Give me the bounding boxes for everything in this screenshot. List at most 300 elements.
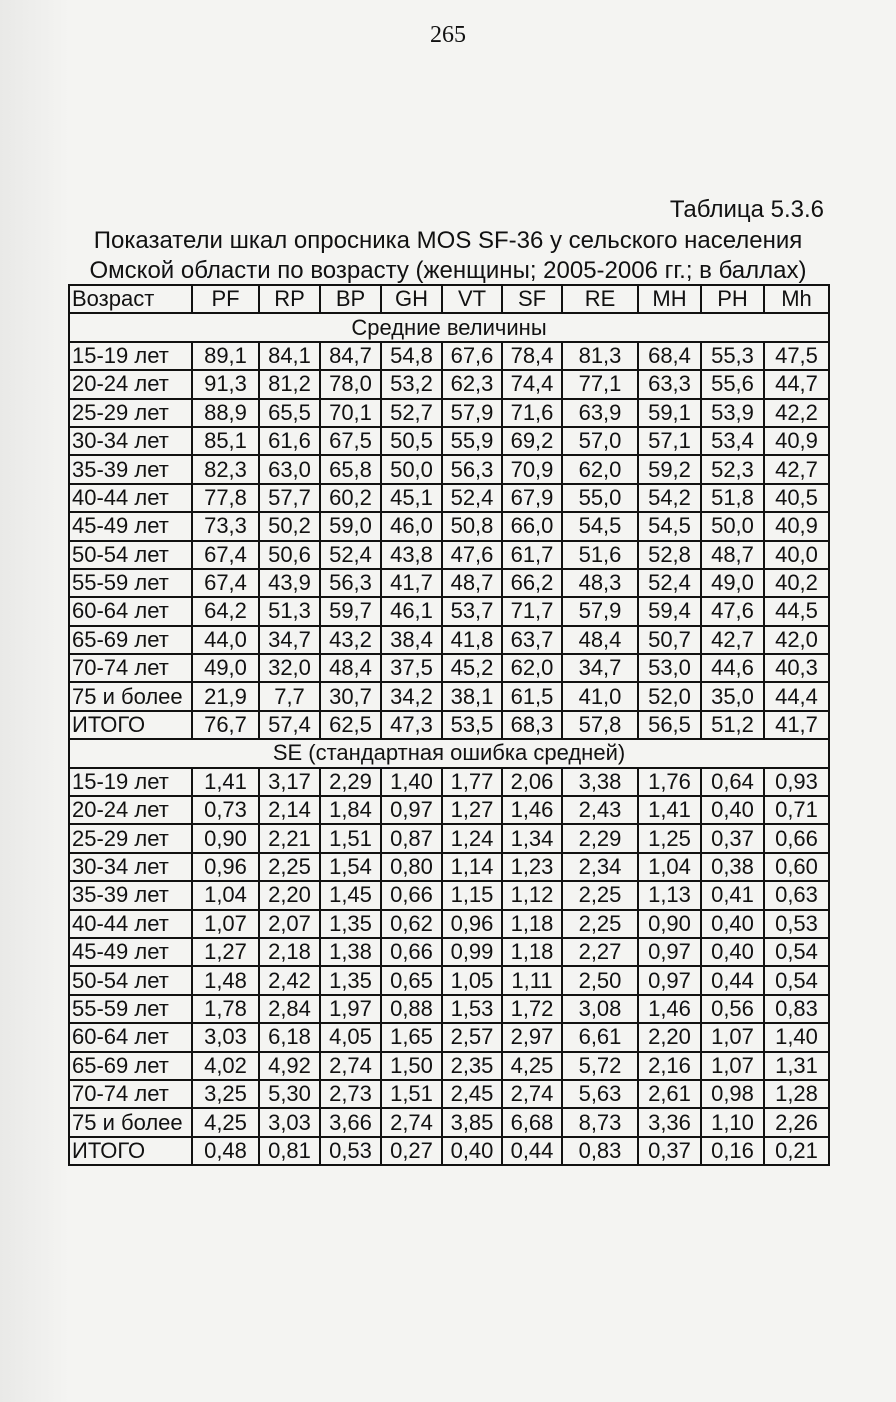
value-cell: 88,9 (192, 399, 259, 427)
value-cell: 2,29 (320, 768, 381, 796)
table-row (69, 881, 829, 909)
page-number: 265 (430, 22, 466, 48)
value-cell: 0,37 (638, 1137, 701, 1165)
age-group-cell: 20-24 лет (69, 370, 192, 398)
value-cell: 57,4 (259, 711, 320, 739)
value-cell: 43,8 (381, 541, 442, 569)
value-cell: 0,40 (701, 910, 764, 938)
value-cell: 71,6 (502, 399, 562, 427)
value-cell: 1,46 (502, 796, 562, 824)
value-cell: 1,25 (638, 824, 701, 852)
value-cell: 67,9 (502, 484, 562, 512)
column-header-ph: PH (701, 285, 764, 313)
age-group-cell: 60-64 лет (69, 1023, 192, 1051)
value-cell: 77,1 (562, 370, 638, 398)
value-cell: 50,0 (381, 455, 442, 483)
value-cell: 3,38 (562, 768, 638, 796)
value-cell: 1,12 (502, 881, 562, 909)
value-cell: 89,1 (192, 342, 259, 370)
value-cell: 4,05 (320, 1023, 381, 1051)
value-cell: 1,15 (442, 881, 502, 909)
section-title: SE (стандартная ошибка средней) (69, 739, 829, 767)
table-row (69, 995, 829, 1023)
value-cell: 81,2 (259, 370, 320, 398)
value-cell: 52,7 (381, 399, 442, 427)
value-cell: 2,84 (259, 995, 320, 1023)
age-group-cell: 65-69 лет (69, 626, 192, 654)
value-cell: 0,66 (381, 881, 442, 909)
value-cell: 1,18 (502, 910, 562, 938)
value-cell: 38,1 (442, 682, 502, 710)
age-group-cell: 25-29 лет (69, 824, 192, 852)
age-group-cell: 75 и более (69, 1108, 192, 1136)
value-cell: 68,3 (502, 711, 562, 739)
value-cell: 1,07 (192, 910, 259, 938)
value-cell: 1,24 (442, 824, 502, 852)
value-cell: 42,7 (764, 455, 829, 483)
value-cell: 46,0 (381, 512, 442, 540)
value-cell: 46,1 (381, 597, 442, 625)
value-cell: 52,4 (638, 569, 701, 597)
value-cell: 51,8 (701, 484, 764, 512)
value-cell: 48,7 (442, 569, 502, 597)
value-cell: 21,9 (192, 682, 259, 710)
column-header-re: RE (562, 285, 638, 313)
age-group-cell: ИТОГО (69, 1137, 192, 1165)
value-cell: 2,16 (638, 1052, 701, 1080)
value-cell: 1,53 (442, 995, 502, 1023)
value-cell: 0,48 (192, 1137, 259, 1165)
section-title: Средние величины (69, 313, 829, 341)
value-cell: 1,04 (192, 881, 259, 909)
table-label: Таблица 5.3.6 (669, 196, 824, 223)
value-cell: 50,6 (259, 541, 320, 569)
value-cell: 0,54 (764, 966, 829, 994)
value-cell: 0,41 (701, 881, 764, 909)
table-row (69, 1080, 829, 1108)
value-cell: 1,07 (701, 1052, 764, 1080)
table-row (69, 824, 829, 852)
value-cell: 0,54 (764, 938, 829, 966)
age-group-cell: 65-69 лет (69, 1052, 192, 1080)
value-cell: 62,0 (502, 654, 562, 682)
page-shadow (0, 0, 70, 1402)
value-cell: 66,2 (502, 569, 562, 597)
value-cell: 57,1 (638, 427, 701, 455)
value-cell: 82,3 (192, 455, 259, 483)
value-cell: 0,96 (442, 910, 502, 938)
value-cell: 1,77 (442, 768, 502, 796)
value-cell: 0,63 (764, 881, 829, 909)
value-cell: 44,4 (764, 682, 829, 710)
value-cell: 56,3 (320, 569, 381, 597)
table-row (69, 966, 829, 994)
value-cell: 1,10 (701, 1108, 764, 1136)
value-cell: 32,0 (259, 654, 320, 682)
table-row (69, 455, 829, 483)
table-row (69, 626, 829, 654)
age-group-cell: 35-39 лет (69, 881, 192, 909)
age-group-cell: 45-49 лет (69, 512, 192, 540)
value-cell: 53,4 (701, 427, 764, 455)
value-cell: 0,53 (320, 1137, 381, 1165)
value-cell: 0,27 (381, 1137, 442, 1165)
value-cell: 35,0 (701, 682, 764, 710)
value-cell: 52,0 (638, 682, 701, 710)
value-cell: 38,4 (381, 626, 442, 654)
value-cell: 1,31 (764, 1052, 829, 1080)
value-cell: 54,8 (381, 342, 442, 370)
table-row (69, 711, 829, 739)
value-cell: 42,7 (701, 626, 764, 654)
value-cell: 1,41 (192, 768, 259, 796)
value-cell: 66,0 (502, 512, 562, 540)
value-cell: 2,73 (320, 1080, 381, 1108)
age-group-cell: 40-44 лет (69, 484, 192, 512)
value-cell: 1,72 (502, 995, 562, 1023)
age-group-cell: 25-29 лет (69, 399, 192, 427)
age-group-cell: 30-34 лет (69, 853, 192, 881)
value-cell: 4,02 (192, 1052, 259, 1080)
caption-line-1: Показатели шкал опросника MOS SF-36 у сельского населения (93, 227, 803, 254)
value-cell: 6,18 (259, 1023, 320, 1051)
value-cell: 1,14 (442, 853, 502, 881)
value-cell: 85,1 (192, 427, 259, 455)
value-cell: 0,60 (764, 853, 829, 881)
value-cell: 47,5 (764, 342, 829, 370)
value-cell: 1,05 (442, 966, 502, 994)
value-cell: 2,27 (562, 938, 638, 966)
value-cell: 7,7 (259, 682, 320, 710)
value-cell: 5,63 (562, 1080, 638, 1108)
age-group-cell: 30-34 лет (69, 427, 192, 455)
value-cell: 34,2 (381, 682, 442, 710)
table-row (69, 1023, 829, 1051)
column-header-rp: RP (259, 285, 320, 313)
value-cell: 50,8 (442, 512, 502, 540)
value-cell: 2,50 (562, 966, 638, 994)
age-group-cell: 75 и более (69, 682, 192, 710)
value-cell: 5,72 (562, 1052, 638, 1080)
value-cell: 0,96 (192, 853, 259, 881)
value-cell: 1,48 (192, 966, 259, 994)
value-cell: 0,99 (442, 938, 502, 966)
age-group-cell: 20-24 лет (69, 796, 192, 824)
value-cell: 62,0 (562, 455, 638, 483)
value-cell: 57,7 (259, 484, 320, 512)
value-cell: 2,61 (638, 1080, 701, 1108)
table-row (69, 484, 829, 512)
value-cell: 0,97 (638, 966, 701, 994)
value-cell: 1,27 (192, 938, 259, 966)
value-cell: 55,0 (562, 484, 638, 512)
value-cell: 0,90 (192, 824, 259, 852)
value-cell: 54,2 (638, 484, 701, 512)
age-group-cell: 15-19 лет (69, 768, 192, 796)
value-cell: 41,7 (764, 711, 829, 739)
value-cell: 40,9 (764, 427, 829, 455)
value-cell: 5,30 (259, 1080, 320, 1108)
value-cell: 65,8 (320, 455, 381, 483)
value-cell: 2,07 (259, 910, 320, 938)
value-cell: 1,18 (502, 938, 562, 966)
value-cell: 53,5 (442, 711, 502, 739)
value-cell: 1,23 (502, 853, 562, 881)
value-cell: 6,61 (562, 1023, 638, 1051)
value-cell: 6,68 (502, 1108, 562, 1136)
column-header-gh: GH (381, 285, 442, 313)
value-cell: 78,0 (320, 370, 381, 398)
value-cell: 0,40 (701, 796, 764, 824)
value-cell: 55,6 (701, 370, 764, 398)
value-cell: 47,6 (442, 541, 502, 569)
value-cell: 59,0 (320, 512, 381, 540)
value-cell: 0,64 (701, 768, 764, 796)
value-cell: 40,3 (764, 654, 829, 682)
table-row (69, 853, 829, 881)
table-body (69, 313, 829, 1165)
value-cell: 0,62 (381, 910, 442, 938)
table-row (69, 342, 829, 370)
value-cell: 91,3 (192, 370, 259, 398)
table-row (69, 682, 829, 710)
value-cell: 53,2 (381, 370, 442, 398)
value-cell: 63,3 (638, 370, 701, 398)
value-cell: 2,42 (259, 966, 320, 994)
value-cell: 0,98 (701, 1080, 764, 1108)
value-cell: 34,7 (259, 626, 320, 654)
value-cell: 0,44 (502, 1137, 562, 1165)
value-cell: 67,4 (192, 569, 259, 597)
value-cell: 1,27 (442, 796, 502, 824)
age-group-cell: 40-44 лет (69, 910, 192, 938)
value-cell: 40,5 (764, 484, 829, 512)
value-cell: 67,5 (320, 427, 381, 455)
value-cell: 0,80 (381, 853, 442, 881)
value-cell: 0,53 (764, 910, 829, 938)
value-cell: 1,54 (320, 853, 381, 881)
value-cell: 1,51 (320, 824, 381, 852)
value-cell: 62,5 (320, 711, 381, 739)
value-cell: 52,4 (442, 484, 502, 512)
value-cell: 45,1 (381, 484, 442, 512)
value-cell: 77,8 (192, 484, 259, 512)
value-cell: 56,3 (442, 455, 502, 483)
value-cell: 1,04 (638, 853, 701, 881)
table-row (69, 512, 829, 540)
age-group-cell: 50-54 лет (69, 966, 192, 994)
value-cell: 57,0 (562, 427, 638, 455)
table-row (69, 597, 829, 625)
table-row (69, 768, 829, 796)
value-cell: 0,44 (701, 966, 764, 994)
value-cell: 64,2 (192, 597, 259, 625)
table-row (69, 796, 829, 824)
value-cell: 3,85 (442, 1108, 502, 1136)
value-cell: 2,18 (259, 938, 320, 966)
table-caption (68, 226, 828, 286)
value-cell: 48,7 (701, 541, 764, 569)
value-cell: 1,40 (381, 768, 442, 796)
value-cell: 48,4 (320, 654, 381, 682)
value-cell: 2,25 (259, 853, 320, 881)
value-cell: 48,4 (562, 626, 638, 654)
value-cell: 76,7 (192, 711, 259, 739)
value-cell: 1,38 (320, 938, 381, 966)
value-cell: 59,1 (638, 399, 701, 427)
value-cell: 65,5 (259, 399, 320, 427)
value-cell: 0,56 (701, 995, 764, 1023)
value-cell: 47,3 (381, 711, 442, 739)
value-cell: 3,25 (192, 1080, 259, 1108)
value-cell: 41,8 (442, 626, 502, 654)
value-cell: 3,03 (192, 1023, 259, 1051)
age-group-cell: 70-74 лет (69, 1080, 192, 1108)
value-cell: 51,6 (562, 541, 638, 569)
age-group-cell: 55-59 лет (69, 569, 192, 597)
value-cell: 30,7 (320, 682, 381, 710)
value-cell: 43,9 (259, 569, 320, 597)
value-cell: 0,97 (638, 938, 701, 966)
value-cell: 1,46 (638, 995, 701, 1023)
value-cell: 0,73 (192, 796, 259, 824)
table-row (69, 1108, 829, 1136)
value-cell: 81,3 (562, 342, 638, 370)
value-cell: 1,40 (764, 1023, 829, 1051)
value-cell: 73,3 (192, 512, 259, 540)
column-header-bp: BP (320, 285, 381, 313)
value-cell: 1,51 (381, 1080, 442, 1108)
value-cell: 44,5 (764, 597, 829, 625)
column-header-mh: MH (638, 285, 701, 313)
value-cell: 50,2 (259, 512, 320, 540)
value-cell: 2,45 (442, 1080, 502, 1108)
value-cell: 68,4 (638, 342, 701, 370)
table-row (69, 541, 829, 569)
value-cell: 51,3 (259, 597, 320, 625)
value-cell: 43,2 (320, 626, 381, 654)
value-cell: 1,65 (381, 1023, 442, 1051)
value-cell: 42,0 (764, 626, 829, 654)
value-cell: 0,16 (701, 1137, 764, 1165)
column-header-pf: PF (192, 285, 259, 313)
value-cell: 70,9 (502, 455, 562, 483)
value-cell: 3,36 (638, 1108, 701, 1136)
value-cell: 1,34 (502, 824, 562, 852)
value-cell: 59,7 (320, 597, 381, 625)
value-cell: 2,20 (638, 1023, 701, 1051)
value-cell: 2,43 (562, 796, 638, 824)
value-cell: 2,97 (502, 1023, 562, 1051)
age-group-cell: ИТОГО (69, 711, 192, 739)
value-cell: 2,74 (381, 1108, 442, 1136)
age-group-cell: 70-74 лет (69, 654, 192, 682)
value-cell: 1,28 (764, 1080, 829, 1108)
value-cell: 57,8 (562, 711, 638, 739)
value-cell: 59,4 (638, 597, 701, 625)
value-cell: 61,5 (502, 682, 562, 710)
value-cell: 2,25 (562, 910, 638, 938)
section-header-row (69, 739, 829, 767)
value-cell: 34,7 (562, 654, 638, 682)
value-cell: 4,92 (259, 1052, 320, 1080)
value-cell: 61,6 (259, 427, 320, 455)
value-cell: 3,17 (259, 768, 320, 796)
value-cell: 67,4 (192, 541, 259, 569)
value-cell: 2,34 (562, 853, 638, 881)
value-cell: 4,25 (192, 1108, 259, 1136)
value-cell: 0,40 (701, 938, 764, 966)
value-cell: 1,84 (320, 796, 381, 824)
age-group-cell: 35-39 лет (69, 455, 192, 483)
value-cell: 49,0 (701, 569, 764, 597)
table-row (69, 569, 829, 597)
data-table (68, 284, 830, 1166)
value-cell: 2,06 (502, 768, 562, 796)
value-cell: 44,0 (192, 626, 259, 654)
value-cell: 0,97 (381, 796, 442, 824)
value-cell: 0,66 (764, 824, 829, 852)
value-cell: 78,4 (502, 342, 562, 370)
table-row (69, 910, 829, 938)
table-row (69, 399, 829, 427)
value-cell: 0,83 (562, 1137, 638, 1165)
value-cell: 0,93 (764, 768, 829, 796)
value-cell: 2,29 (562, 824, 638, 852)
value-cell: 53,7 (442, 597, 502, 625)
value-cell: 44,6 (701, 654, 764, 682)
value-cell: 0,90 (638, 910, 701, 938)
value-cell: 54,5 (562, 512, 638, 540)
age-group-cell: 45-49 лет (69, 938, 192, 966)
caption-line-2: Омской области по возрасту (женщины; 2005-2006 гг.; в баллах) (89, 257, 807, 284)
value-cell: 42,2 (764, 399, 829, 427)
value-cell: 63,9 (562, 399, 638, 427)
value-cell: 55,9 (442, 427, 502, 455)
value-cell: 0,21 (764, 1137, 829, 1165)
column-header-vt: VT (442, 285, 502, 313)
age-group-cell: 55-59 лет (69, 995, 192, 1023)
value-cell: 57,9 (562, 597, 638, 625)
value-cell: 51,2 (701, 711, 764, 739)
value-cell: 74,4 (502, 370, 562, 398)
value-cell: 2,57 (442, 1023, 502, 1051)
value-cell: 61,7 (502, 541, 562, 569)
value-cell: 57,9 (442, 399, 502, 427)
value-cell: 0,65 (381, 966, 442, 994)
age-group-cell: 15-19 лет (69, 342, 192, 370)
value-cell: 54,5 (638, 512, 701, 540)
value-cell: 70,1 (320, 399, 381, 427)
value-cell: 0,37 (701, 824, 764, 852)
value-cell: 0,40 (442, 1137, 502, 1165)
value-cell: 62,3 (442, 370, 502, 398)
value-cell: 2,21 (259, 824, 320, 852)
value-cell: 2,25 (562, 881, 638, 909)
age-group-cell: 60-64 лет (69, 597, 192, 625)
value-cell: 44,7 (764, 370, 829, 398)
value-cell: 1,11 (502, 966, 562, 994)
column-header-mh: Mh (764, 285, 829, 313)
value-cell: 63,0 (259, 455, 320, 483)
table-row (69, 1052, 829, 1080)
value-cell: 59,2 (638, 455, 701, 483)
value-cell: 52,3 (701, 455, 764, 483)
value-cell: 56,5 (638, 711, 701, 739)
value-cell: 2,35 (442, 1052, 502, 1080)
age-group-cell: 50-54 лет (69, 541, 192, 569)
value-cell: 0,83 (764, 995, 829, 1023)
